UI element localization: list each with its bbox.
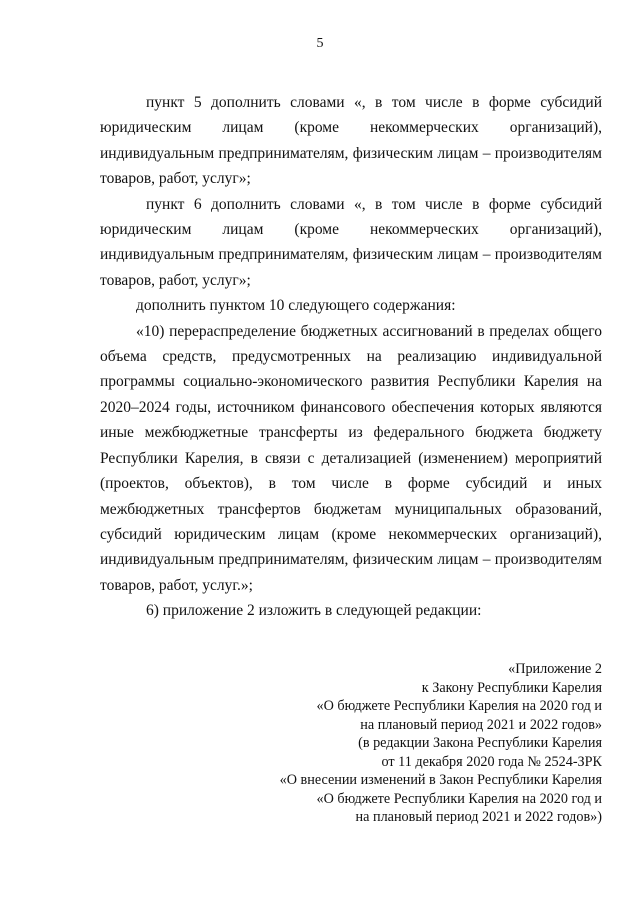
page-number: 5 [316,36,324,51]
appendix-line: на плановый период 2021 и 2022 годов») [355,809,602,825]
appendix-line: (в редакции Закона Республики Карелия [358,735,602,751]
paragraph-appendix-2-instruction: 6) приложение 2 изложить в следующей редакции: [146,602,482,620]
paragraph-item-6: пункт 6 дополнить словами «, в том числе в форме субсидий юридическим лицам (кроме некоммерческих организаций), индивидуальным предпринимателям, физическим лицам – производителям товаров, работ, услуг»; [100,195,602,289]
paragraph-add-item-10: дополнить пунктом 10 следующего содержания: [136,297,456,315]
appendix-line: от 11 декабря 2020 года № 2524-ЗРК [381,753,602,770]
paragraph-item-10-text: «10) перераспределение бюджетных ассигнований в пределах общего объема средств, предусмотренных на реализацию индивидуальной программы социально-экономического развития Республики Карелия на 2020–2024 годы, источником финансового обеспечения которых являются иные межбюджетные трансферты из федерального бюджета бюджету Республики Карелия, в связи с детализацией (изменением) мероприятий (проектов, объектов), в том числе в форме субсидий и иных межбюджетных трансфертов бюджетам муниципальных образований, субсидий юридическим лицам (кроме некоммерческих организаций), индивидуальным предпринимателям, физическим лицам – производителям товаров, работ, услуг.»; [100,322,602,594]
appendix-line: «О бюджете Республики Карелия на 2020 год и [316,698,602,714]
appendix-line: на плановый период 2021 и 2022 годов» [360,716,602,733]
appendix-line: «О бюджете Республики Карелия на 2020 год и [316,790,602,807]
appendix-line: «О внесении изменений в Закон Республики Карелия [279,772,602,788]
appendix-line: «Приложение 2 [508,661,602,677]
appendix-header [222,660,602,827]
paragraph-item-5: пункт 5 дополнить словами «, в том числе в форме субсидий юридическим лицам (кроме некоммерческих организаций), индивидуальным предпринимателям, физическим лицам – производителям товаров, работ, услуг»; [100,94,602,188]
document-body [100,90,602,624]
appendix-line: к Закону Республики Карелия [421,679,602,696]
